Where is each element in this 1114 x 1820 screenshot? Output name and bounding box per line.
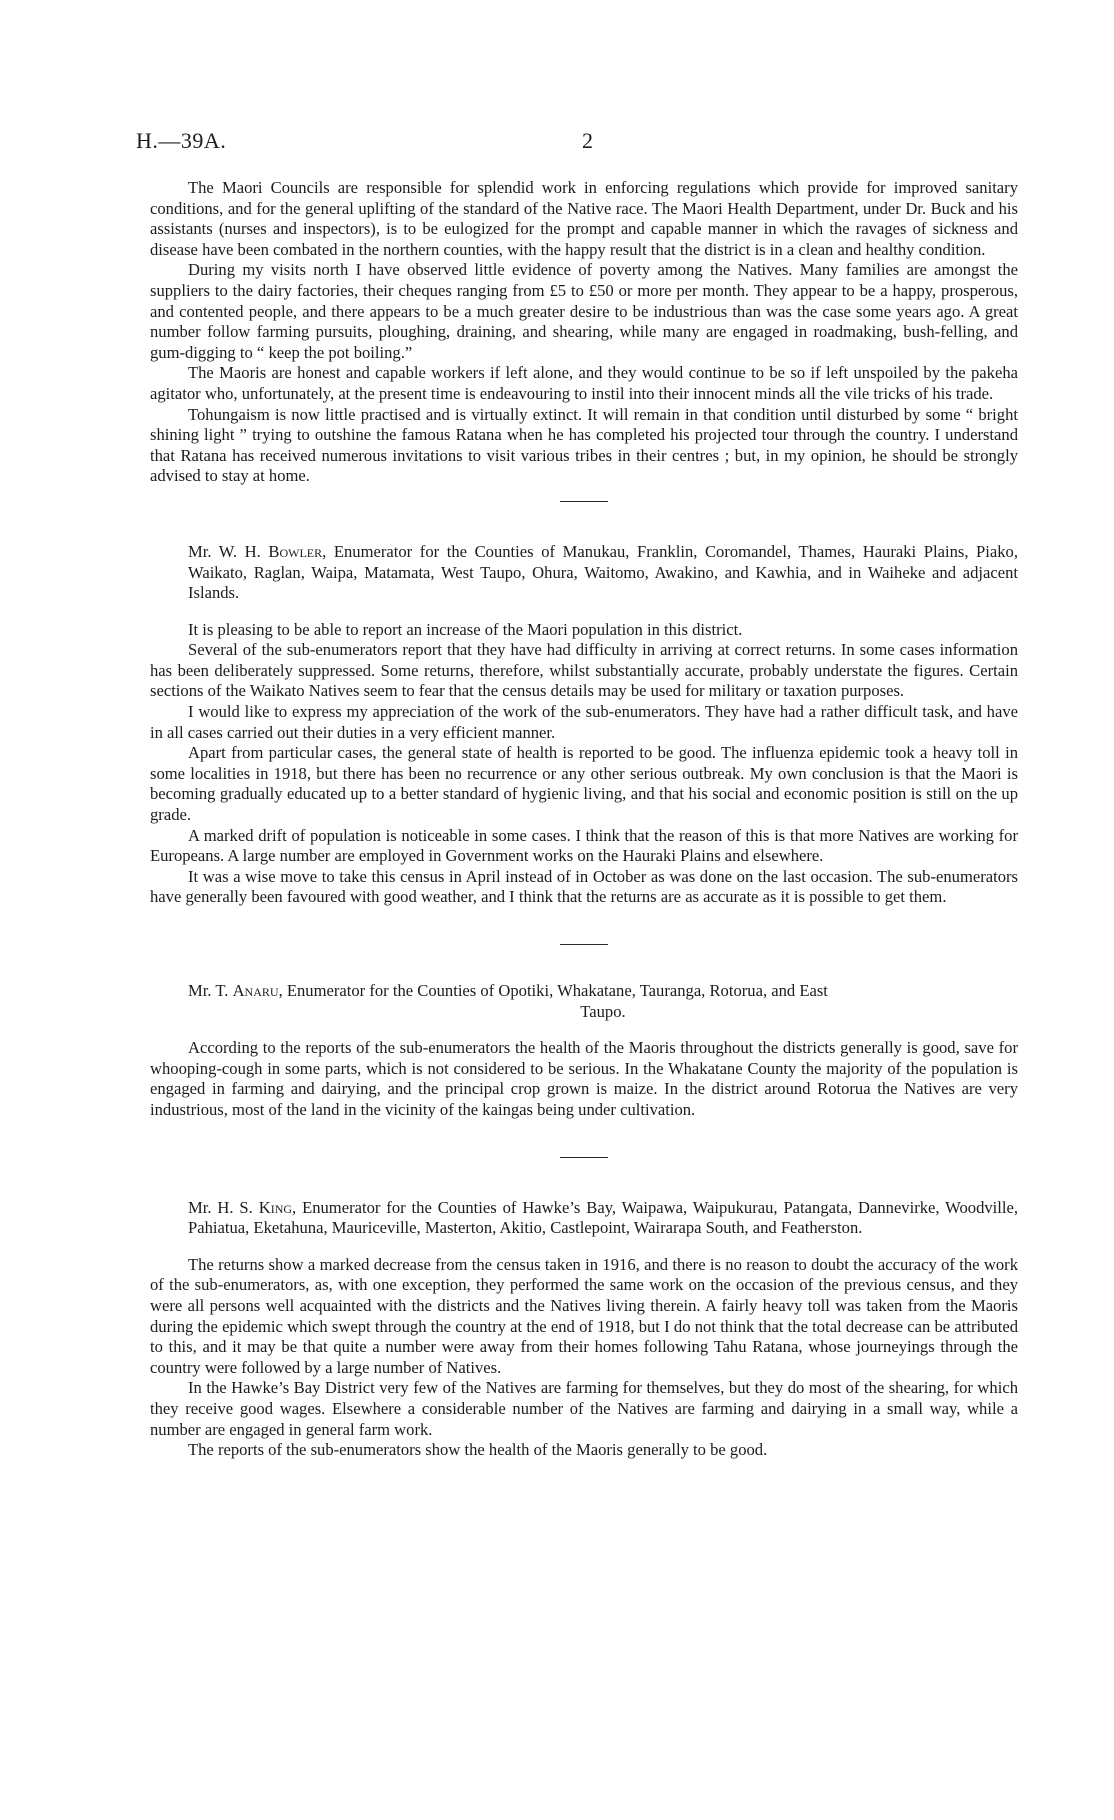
paragraph: A marked drift of population is noticeable in some cases. I think that the reason of this is that more Natives are working for Europeans. A large number are employed in Government works on the Hauraki Plains and elsewhere.	[150, 825, 1018, 866]
section-divider	[560, 501, 608, 502]
heading-prefix: Mr. W. H.	[188, 541, 269, 561]
section-divider	[560, 944, 608, 945]
page-number: 2	[582, 128, 593, 153]
paragraph: In the Hawke’s Bay District very few of the Natives are farming for themselves, but they do most of the shearing, for which they receive good wages. Elsewhere a considerable number of the Natives are farming and dairying in a small way, while a number are engaged in general farm work.	[150, 1378, 1018, 1439]
paragraph: During my visits north I have observed little evidence of poverty among the Natives. Many families are amongst the suppliers to the dairy factories, their cheques ranging from £5 to £50 or more per month. They appear to be a happy, prosperous, and contented people, and there appears to be a much greater desire to be industrious than was the case some years ago. A great number follow farming pursuits, ploughing, draining, and shearing, while many are engaged in roadmaking, bush-felling, and gum-digging to “ keep the pot boiling.”	[150, 260, 1018, 362]
heading-prefix: Mr. H. S.	[188, 1197, 259, 1217]
paragraph: Several of the sub-enumerators report that they have had difficulty in arriving at correct returns. In some cases information has been deliberately suppressed. Some returns, therefore, whilst substantially accurate, probably understate the figures. Certain sections of the Waikato Natives seem to fear that the census details may be used for military or taxation purposes.	[150, 640, 1018, 701]
paragraph: The returns show a marked decrease from the census taken in 1916, and there is no reason to doubt the accuracy of the work of the sub-enumerators, as, with one exception, they performed the same work on the occasion of the previous census, and they were all persons well acquainted with the districts and the Natives living therein. A fairly heavy toll was taken from the Maoris during the epidemic which swept through the country at the end of 1918, but I do not think that the total decrease can be attributed to this, and it may be that quite a number were away from their homes following Tahu Ratana, whose journeyings through the country were followed by a large number of Natives.	[150, 1254, 1018, 1377]
paragraph: Tohungaism is now little practised and is virtually extinct. It will remain in that condition until disturbed by some “ bright shining light ” trying to outshine the famous Ratana when he has completed his projected tour through the country. I understand that Ratana has received numerous invitations to visit various tribes in their centres ; but, in my opinion, he should be strongly advised to stay at home.	[150, 404, 1018, 486]
enumerator-surname: Bowler	[268, 541, 323, 561]
report-heading	[150, 1198, 1018, 1239]
heading-prefix: Mr. T.	[188, 981, 233, 1000]
report-king	[150, 1198, 1018, 1461]
section-divider	[560, 1157, 608, 1158]
paragraph: It was a wise move to take this census in April instead of in October as was done on the last occasion. The sub-enumerators have generally been favoured with good weather, and I think that the returns are as accurate as it is possible to get them.	[150, 866, 1018, 907]
heading-text: , Enumerator for the Counties of Hawke’s Bay, Waipawa, Waipukurau, Patangata, Dannevirke, Woodville, Pahiatua, Eketahuna, Mauriceville, Masterton, Akitio, Castlepoint, Wairarapa South, and Featherston.	[188, 1197, 1019, 1238]
paragraph: The Maori Councils are responsible for splendid work in enforcing regulations which provide for improved sanitary conditions, and for the general uplifting of the standard of the Native race. The Maori Health Department, under Dr. Buck and his assistants (nurses and inspectors), is to be eulogized for the prompt and capable manner in which the ravages of sickness and disease have been combated in the northern counties, with the happy result that the district is in a clean and healthy condition.	[150, 178, 1018, 259]
paragraph: The Maoris are honest and capable workers if left alone, and they would continue to be so if left unspoiled by the pakeha agitator who, unfortunately, at the present time is endeavouring to instil into their innocent minds all the vile tricks of his trade.	[150, 363, 1018, 403]
document-body	[150, 178, 1018, 1461]
heading-text: , Enumerator for the Counties of Opotiki, Whakatane, Tauranga, Rotorua, and East	[278, 981, 828, 1000]
report-anaru	[150, 981, 1018, 1121]
enumerator-surname: King	[258, 1197, 293, 1217]
paragraph: It is pleasing to be able to report an increase of the Maori population in this district.	[188, 619, 743, 639]
paragraph: Apart from particular cases, the general state of health is reported to be good. The influenza epidemic took a heavy toll in some localities in 1918, but there has been no recurrence or any other serious outbreak. My own conclusion is that the Maori is becoming gradually educated up to a better standard of hygienic living, and that his social and economic position is still on the up grade.	[150, 743, 1018, 825]
paragraph: I would like to express my appreciation of the work of the sub-enumerators. They have had a rather difficult task, and have in all cases carried out their duties in a very efficient manner.	[150, 702, 1018, 742]
report-heading	[150, 981, 1018, 1022]
intro-section	[150, 178, 1018, 487]
paragraph: The reports of the sub-enumerators show the health of the Maoris generally to be good.	[188, 1440, 768, 1460]
report-heading	[150, 542, 1018, 604]
page-header	[136, 128, 1016, 158]
heading-text: , Enumerator for the Counties of Manukau, Franklin, Coromandel, Thames, Hauraki Plains, Piako, Waikato, Raglan, Waipa, Matamata, West Taupo, Ohura, Waitomo, Awakino, and Kawhia, and in Waiheke and adjacent Islands.	[188, 541, 1019, 603]
paragraph: According to the reports of the sub-enumerators the health of the Maoris throughout the districts generally is good, save for whooping-cough in some parts, which is not considered to be serious. In the Whakatane County the majority of the population is engaged in farming and dairying, and the principal crop grown is maize. In the district around Rotorua the Natives are very industrious, most of the land in the vicinity of the kaingas being under cultivation.	[150, 1038, 1018, 1119]
document-reference: H.—39A.	[136, 128, 227, 153]
enumerator-surname: Anaru	[232, 981, 279, 1000]
heading-line-2: Taupo.	[580, 1001, 626, 1021]
report-bowler	[150, 542, 1018, 908]
